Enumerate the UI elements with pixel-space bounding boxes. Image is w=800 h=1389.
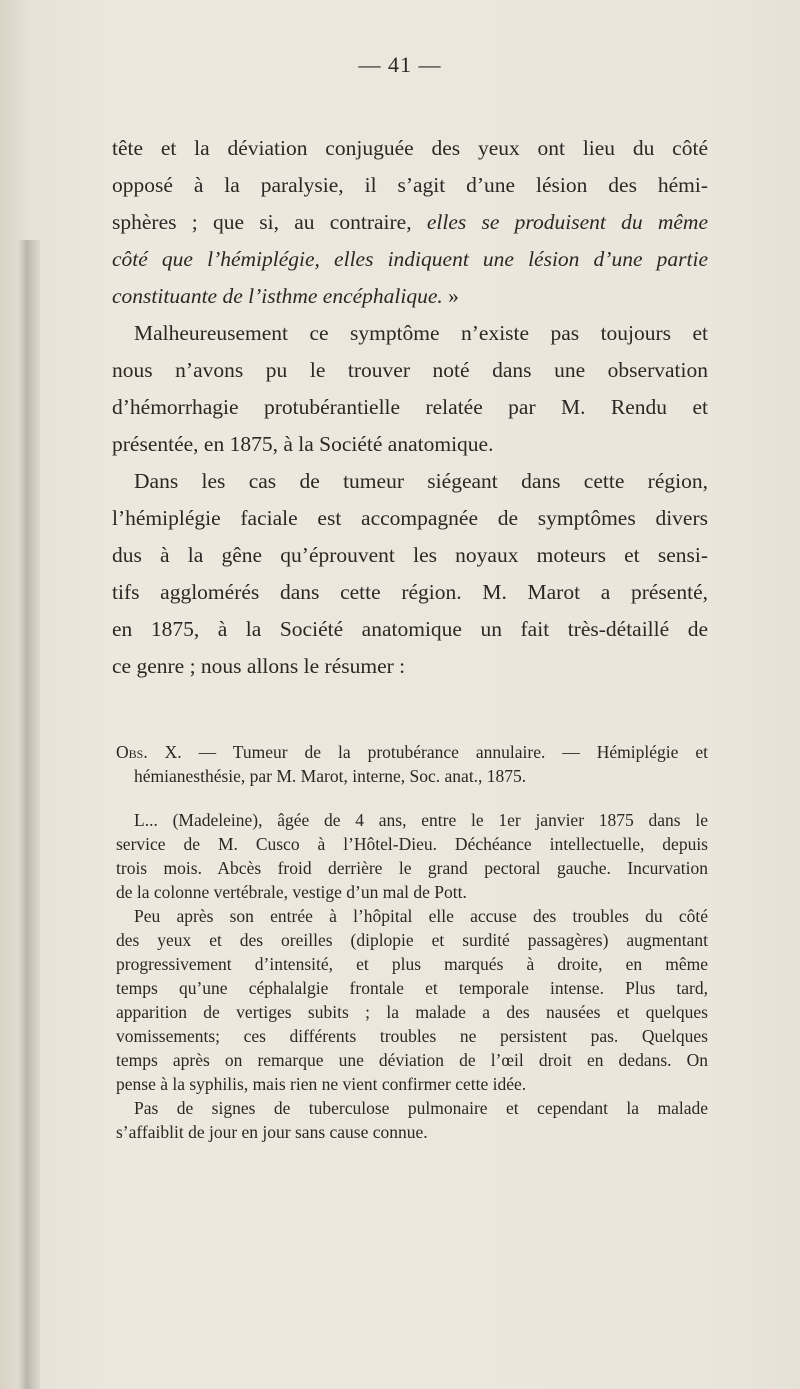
text-line: sphères ; que si, au contraire, elles se produisent du même — [112, 210, 709, 234]
observation-line: service de M. Cusco à l’Hôtel-Dieu. Déchéance intellectuelle, depuis — [116, 834, 708, 854]
observation-line: des yeux et des oreilles (diplopie et surdité passagères) augmentant — [116, 930, 708, 950]
text-line: tifs agglomérés dans cette région. M. Marot a présenté, — [112, 580, 708, 604]
text-line: constituante de l’isthme encéphalique. » — [112, 284, 459, 308]
observation-line: progressivement d’intensité, et plus marqués à droite, en même — [116, 954, 708, 974]
observation-line: vomissements; ces différents troubles ne persistent pas. Quelques — [116, 1026, 708, 1046]
text-line: opposé à la paralysie, il s’agit d’une lésion des hémi- — [112, 173, 708, 197]
observation-line: temps après on remarque une déviation de l’œil droit en dedans. On — [116, 1050, 708, 1070]
observation-line: de la colonne vertébrale, vestige d’un mal de Pott. — [116, 882, 467, 902]
text-line: côté que l’hémiplégie, elles indiquent une lésion d’une partie — [112, 247, 708, 271]
text-line: Dans les cas de tumeur siégeant dans cette région, — [134, 469, 708, 493]
text-line: en 1875, à la Société anatomique un fait très-détaillé de — [112, 617, 708, 641]
observation-line: s’affaiblit de jour en jour sans cause connue. — [116, 1122, 428, 1142]
observation-title-line: hémianesthésie, par M. Marot, interne, Soc. anat., 1875. — [134, 766, 527, 786]
observation-body — [116, 808, 708, 1144]
page-number: — 41 — — [358, 52, 442, 77]
text-line: tête et la déviation conjuguée des yeux ont lieu du côté — [112, 136, 708, 160]
text-line: présentée, en 1875, à la Société anatomique. — [112, 432, 494, 456]
text-line: d’hémorrhagie protubérantielle relatée par M. Rendu et — [112, 395, 708, 419]
text-line: Malheureusement ce symptôme n’existe pas toujours et — [134, 321, 708, 345]
observation-title-line: Obs. X. — Tumeur de la protubérance annulaire. — Hémiplégie et — [116, 742, 708, 762]
observation-line: Pas de signes de tuberculose pulmonaire et cependant la malade — [134, 1098, 708, 1118]
observation-line: temps qu’une céphalalgie frontale et temporale intense. Plus tard, — [116, 978, 708, 998]
observation-line: L... (Madeleine), âgée de 4 ans, entre le 1er janvier 1875 dans le — [134, 810, 708, 830]
observation-line: trois mois. Abcès froid derrière le grand pectoral gauche. Incurvation — [116, 858, 708, 878]
observation-line: pense à la syphilis, mais rien ne vient confirmer cette idée. — [116, 1074, 527, 1094]
page-binding-shadow — [18, 240, 40, 1389]
main-text-block — [112, 130, 708, 685]
observation-heading — [116, 740, 708, 788]
observation-label: Obs. X. — [116, 742, 182, 762]
text-line: nous n’avons pu le trouver noté dans une observation — [112, 358, 708, 382]
text-line: l’hémiplégie faciale est accompagnée de symptômes divers — [112, 506, 708, 530]
observation-line: apparition de vertiges subits ; la malade a des nausées et quelques — [116, 1002, 708, 1022]
observation-line: Peu après son entrée à l’hôpital elle accuse des troubles du côté — [134, 906, 708, 926]
text-line: ce genre ; nous allons le résumer : — [112, 654, 406, 678]
text-line: dus à la gêne qu’éprouvent les noyaux moteurs et sensi- — [112, 543, 708, 567]
